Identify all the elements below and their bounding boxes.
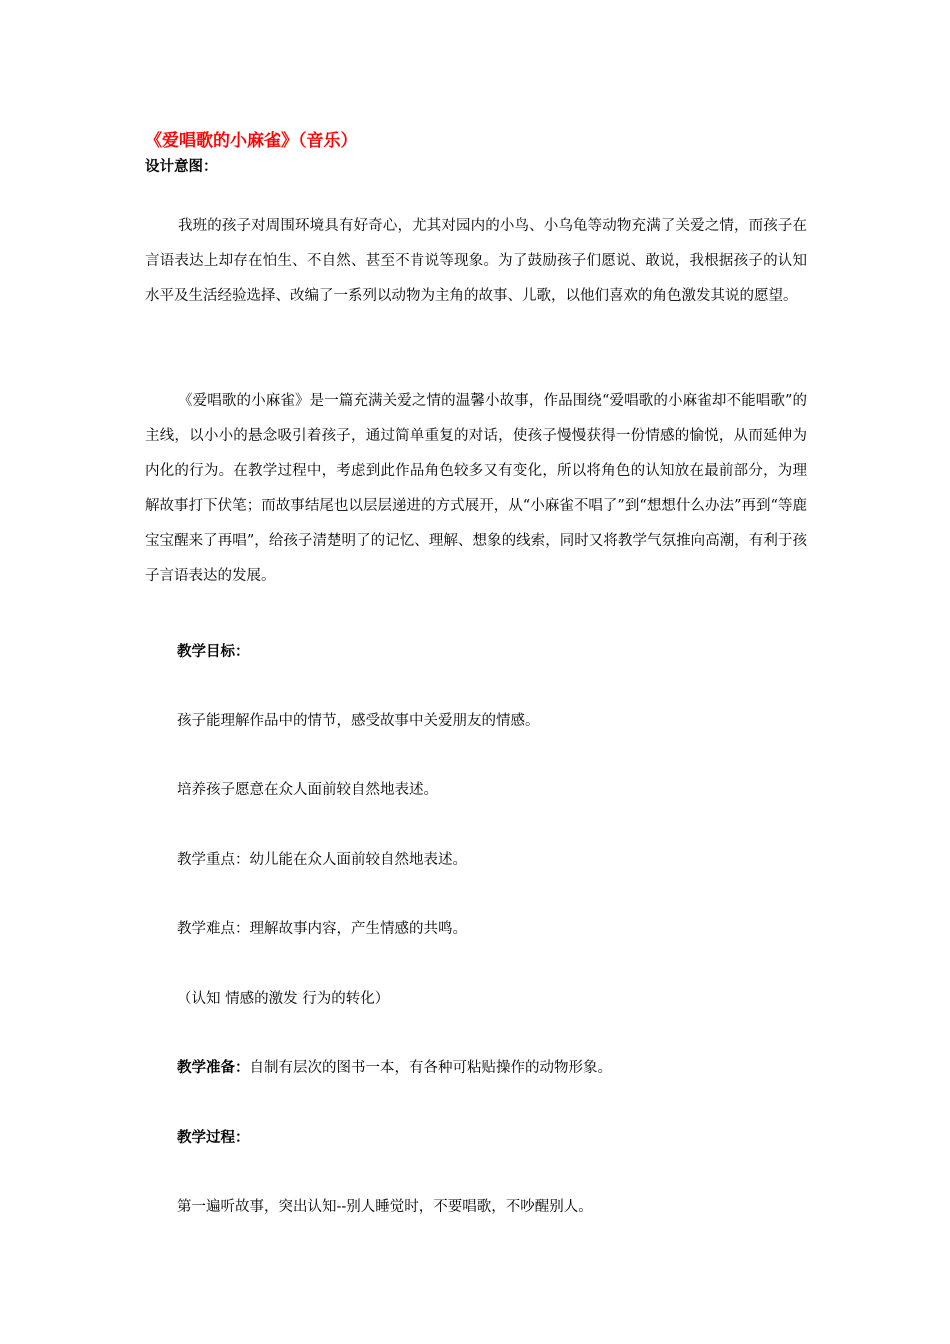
teaching-process-heading: 教学过程： (177, 1130, 250, 1146)
teaching-difficulty: 教学难点：理解故事内容，产生情感的共鸣。 (177, 921, 467, 937)
teaching-key-point: 教学重点：幼儿能在众人面前较自然地表述。 (177, 852, 467, 868)
teaching-goals-heading: 教学目标： (177, 644, 250, 660)
document-title: 《爱唱歌的小麻雀》（音乐） (145, 131, 358, 151)
teaching-process-step-1: 第一遍听故事，突出认知--别人睡觉时，不要唱歌，不吵醒别人。 (177, 1199, 593, 1215)
teaching-goal-2: 培养孩子愿意在众人面前较自然地表述。 (177, 782, 438, 798)
teaching-goal-1: 孩子能理解作品中的情节，感受故事中关爱朋友的情感。 (177, 713, 540, 729)
design-intent-paragraph-2: 《爱唱歌的小麻雀》是一篇充满关爱之情的温馨小故事，作品围绕“爱唱歌的小麻雀却不能唱歌”的主线，以小小的悬念吸引着孩子，通过简单重复的对话，使孩子慢慢获得一份情感的愉悦，从而延伸为内化的行为。在教学过程中，考虑到此作品角色较多又有变化，所以将角色的认知放在最前部分，为理解故事打下伏笔；而故事结尾也以层层递进的方式展开，从“小麻雀不唱了”到“想想什么办法”再到“等鹿宝宝醒来了再唱”，给孩子清楚明了的记忆、理解、想象的线索，同时又将教学气氛推向高潮，有利于孩子言语表达的发展。 (145, 393, 807, 584)
design-intent-heading: 设计意图： (145, 159, 218, 175)
teaching-preparation-text: 自制有层次的图书一本，有各种可粘贴操作的动物形象。 (249, 1060, 612, 1076)
teaching-preparation-label: 教学准备： (177, 1060, 250, 1076)
cognition-note: （认知 情感的激发 行为的转化） (177, 991, 390, 1007)
teaching-preparation (177, 1056, 612, 1077)
design-intent-paragraph-1: 我班的孩子对周围环境具有好奇心，尤其对园内的小鸟、小乌龟等动物充满了关爱之情，而孩子在言语表达上却存在怕生、不自然、甚至不肯说等现象。为了鼓励孩子们愿说、敢说，我根据孩子的认知水平及生活经验选择、改编了一系列以动物为主角的故事、儿歌，以他们喜欢的角色激发其说的愿望。 (145, 218, 807, 304)
